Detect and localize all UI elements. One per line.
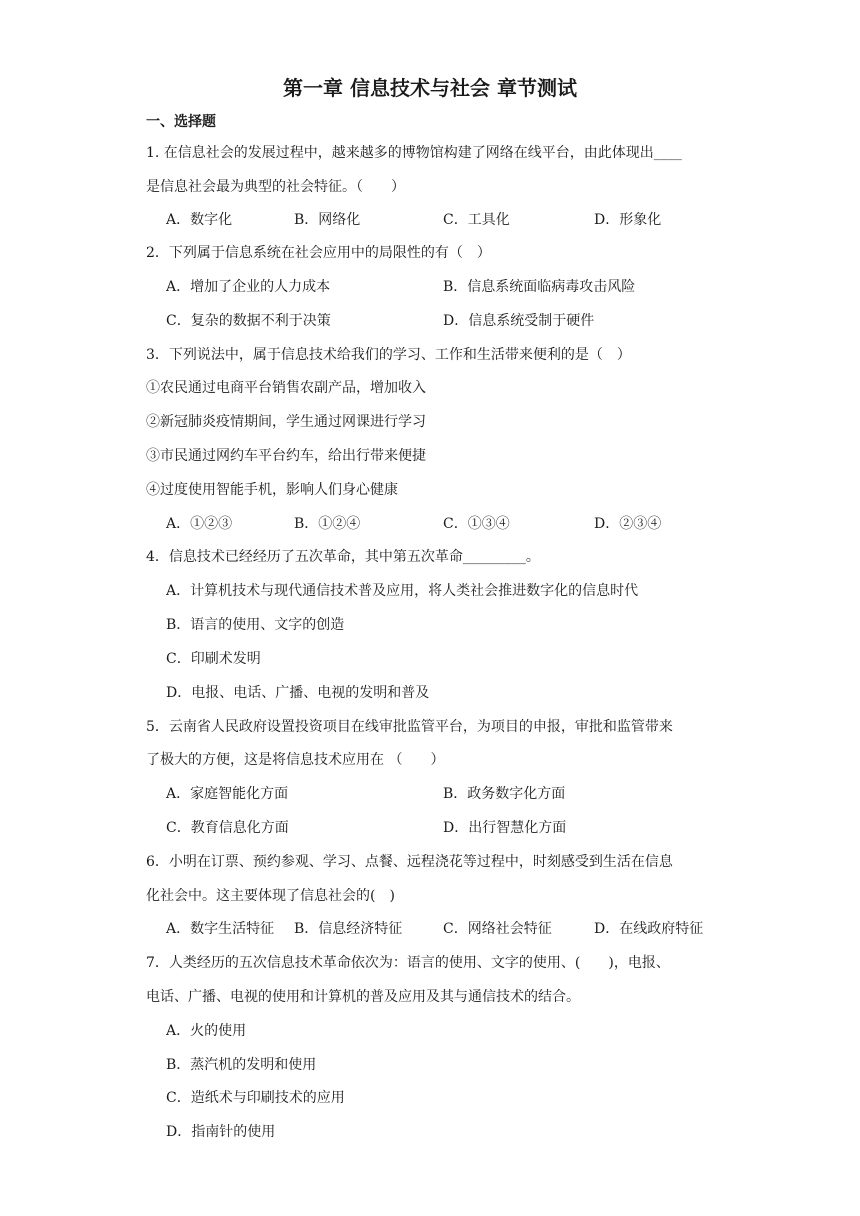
question-2-option-b: B．信息系统面临病毒攻击风险 <box>443 279 636 295</box>
question-4-stem: 4．信息技术已经经历了五次革命，其中第五次革命_________。 <box>146 549 540 565</box>
question-7-option-d: D．指南针的使用 <box>166 1124 276 1140</box>
question-5-option-b: B．政务数字化方面 <box>443 786 566 802</box>
question-4-option-b: B．语言的使用、文字的创造 <box>166 617 345 633</box>
question-1-stem-line-1: 1. 在信息社会的发展过程中，越来越多的博物馆构建了网络在线平台，由此体现出____ <box>146 145 682 161</box>
question-6-stem-line-1: 6．小明在订票、预约参观、学习、点餐、远程浇花等过程中，时刻感受到生活在信息 <box>146 854 673 870</box>
question-4-option-d: D．电报、电话、广播、电视的发明和普及 <box>166 685 430 701</box>
question-6-option-c: C．网络社会特征 <box>443 921 552 937</box>
question-3-option-a: A．①②③ <box>166 516 233 532</box>
question-5-option-d: D．出行智慧化方面 <box>443 820 567 836</box>
question-5-stem-line-2: 了极大的方便，这是将信息技术应用在 （ ） <box>146 752 445 768</box>
question-7-option-b: B．蒸汽机的发明和使用 <box>166 1057 317 1073</box>
question-6-option-a: A．数字生活特征 <box>166 921 275 937</box>
question-7-stem-line-2: 电话、广播、电视的使用和计算机的普及应用及其与通信技术的结合。 <box>146 989 580 1005</box>
question-3-option-d: D．②③④ <box>594 516 662 532</box>
question-1-stem-line-2: 是信息社会最为典型的社会特征。（ ） <box>146 179 405 195</box>
question-2-option-a: A．增加了企业的人力成本 <box>166 279 331 295</box>
question-2-option-c: C．复杂的数据不利于决策 <box>166 313 331 329</box>
question-1-option-c: C．工具化 <box>443 212 510 228</box>
question-3-statement-2: ②新冠肺炎疫情期间，学生通过网课进行学习 <box>146 414 426 430</box>
page-title: 第一章 信息技术与社会 章节测试 <box>283 76 577 100</box>
question-2-stem: 2．下列属于信息系统在社会应用中的局限性的有（ ） <box>146 245 491 261</box>
question-4-option-c: C．印刷术发明 <box>166 651 261 667</box>
question-1-option-b: B．网络化 <box>294 212 361 228</box>
question-7-option-c: C．造纸术与印刷技术的应用 <box>166 1090 345 1106</box>
question-7-option-a: A．火的使用 <box>166 1023 247 1039</box>
question-3-statement-3: ③市民通过网约车平台约车，给出行带来便捷 <box>146 448 426 464</box>
question-5-option-a: A．家庭智能化方面 <box>166 786 289 802</box>
question-6-option-d: D．在线政府特征 <box>594 921 704 937</box>
question-6-stem-line-2: 化社会中。这主要体现了信息社会的( ) <box>146 888 395 904</box>
question-3-option-b: B．①②④ <box>294 516 361 532</box>
section-heading: 一、选择题 <box>146 114 216 130</box>
question-6-option-b: B．信息经济特征 <box>294 921 403 937</box>
question-7-stem-line-1: 7．人类经历的五次信息技术革命依次为：语言的使用、文字的使用、( )，电报、 <box>146 955 670 971</box>
question-5-stem-line-1: 5．云南省人民政府设置投资项目在线审批监管平台，为项目的申报，审批和监管带来 <box>146 719 673 735</box>
question-1-option-d: D．形象化 <box>594 212 662 228</box>
question-3-stem: 3．下列说法中，属于信息技术给我们的学习、工作和生活带来便利的是（ ） <box>146 347 631 363</box>
question-3-statement-1: ①农民通过电商平台销售农副产品，增加收入 <box>146 380 426 396</box>
question-3-option-c: C．①③④ <box>443 516 510 532</box>
question-4-option-a: A．计算机技术与现代通信技术普及应用，将人类社会推进数字化的信息时代 <box>166 583 639 599</box>
question-2-option-d: D．信息系统受制于硬件 <box>443 313 595 329</box>
question-5-option-c: C．教育信息化方面 <box>166 820 289 836</box>
question-1-option-a: A．数字化 <box>166 212 233 228</box>
question-3-statement-4: ④过度使用智能手机，影响人们身心健康 <box>146 482 398 498</box>
